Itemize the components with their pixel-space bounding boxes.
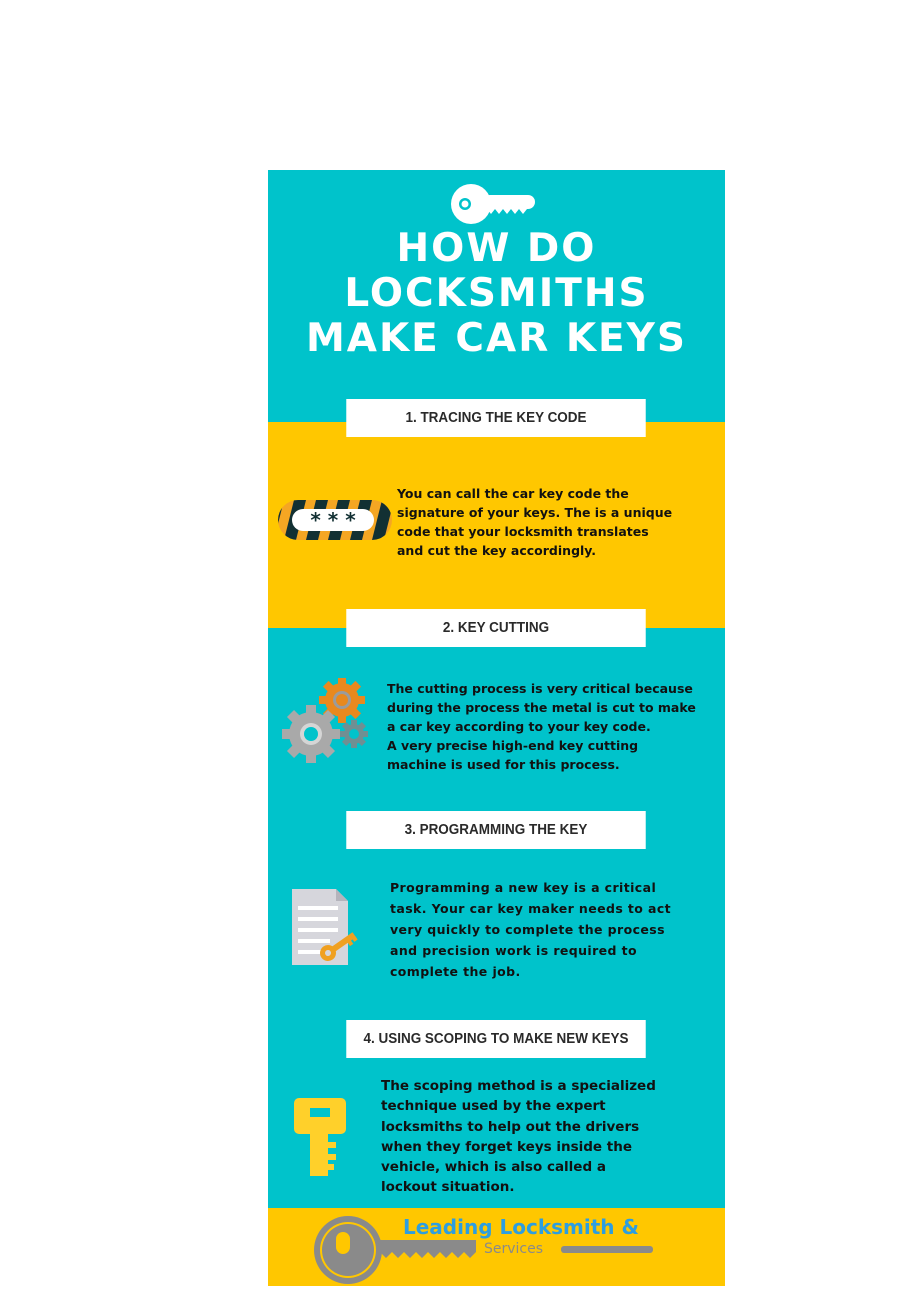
title-line-1: HOW DO <box>396 226 597 271</box>
step-4-text: The scoping method is a specialized technique used by the expert locksmiths to help out the drivers when they forget keys inside the vehicle, which is also called a lockout situation. <box>381 1078 656 1196</box>
brand-name: Leading Locksmith & <box>403 1215 639 1239</box>
password-icon <box>278 500 392 540</box>
key-icon <box>294 1098 348 1178</box>
svg-text:* * *: * * * <box>310 508 356 532</box>
step-2-text: The cutting process is very critical because during the process the metal is cut to make a car key according to your key code. A very precise high-end key cutting machine is used for this process. <box>387 681 696 772</box>
step-2-heading: 2. KEY CUTTING <box>346 609 645 647</box>
brand-tagline: Services <box>484 1241 544 1257</box>
title-line-3: MAKE CAR KEYS <box>305 316 688 361</box>
step-1-text: You can call the car key code the signature of your keys. The is a unique code that your locksmith translates and cut the key accordingly. <box>397 486 673 558</box>
key-icon <box>451 182 541 226</box>
step-1-heading: 1. TRACING THE KEY CODE <box>346 399 645 437</box>
page-title <box>268 226 725 361</box>
gears-icon <box>282 678 372 768</box>
document-key-icon <box>292 889 362 967</box>
step-3-text: Programming a new key is a critical task. Your car key maker needs to act very quickly to complete the process and precision work is required to complete the job. <box>390 880 672 979</box>
title-line-2: LOCKSMITHS <box>344 271 649 316</box>
infographic-poster <box>268 170 725 1286</box>
step-4-heading: 4. USING SCOPING TO MAKE NEW KEYS <box>346 1020 645 1058</box>
brand-underline <box>561 1246 653 1253</box>
step-3-heading: 3. PROGRAMMING THE KEY <box>346 811 645 849</box>
